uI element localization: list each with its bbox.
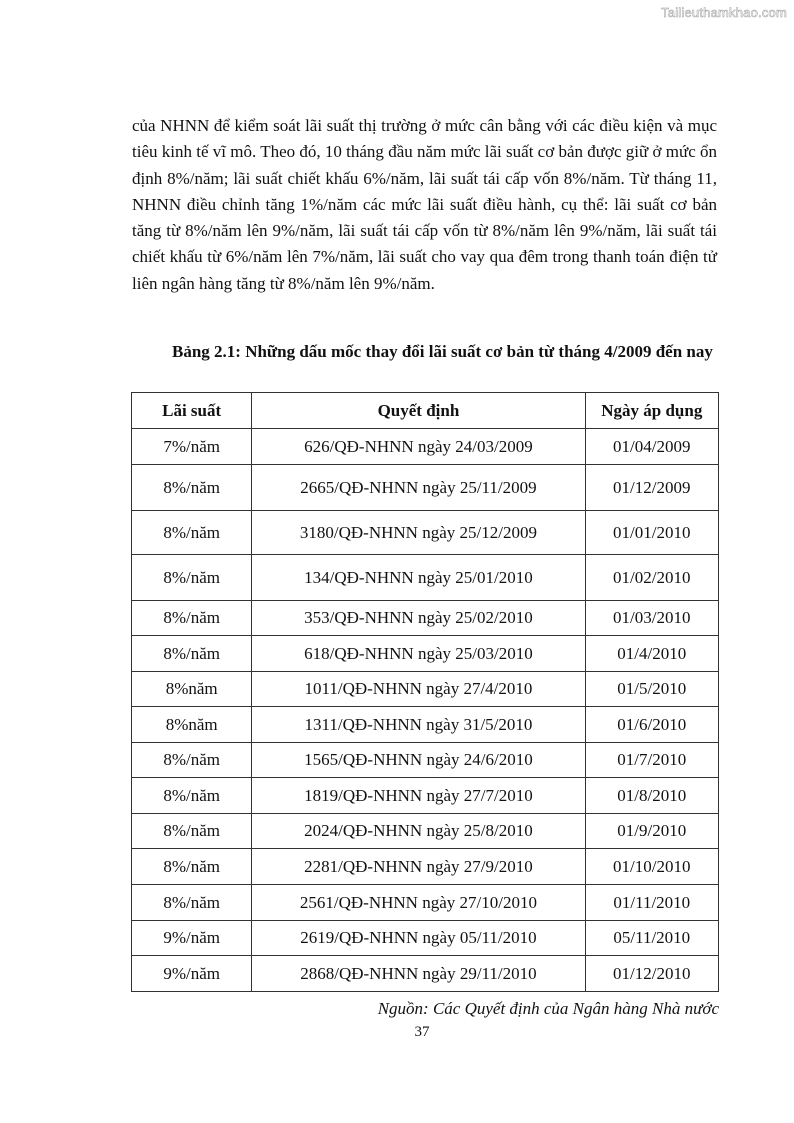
- cell-decision: 2281/QĐ-NHNN ngày 27/9/2010: [252, 849, 585, 885]
- table-row: [132, 885, 719, 921]
- table-row: [132, 601, 719, 636]
- table-caption: Bảng 2.1: Những dấu mốc thay đổi lãi suất cơ bản từ tháng 4/2009 đến nay: [172, 342, 713, 361]
- cell-rate: 8%/năm: [132, 601, 252, 636]
- cell-date: 01/10/2010: [585, 849, 718, 885]
- cell-date: 01/04/2009: [585, 429, 718, 465]
- header-decision: Quyết định: [252, 393, 585, 429]
- body-paragraph: của NHNN để kiểm soát lãi suất thị trường ở mức cân bằng với các điều kiện và mục tiêu kinh tế vĩ mô. Theo đó, 10 tháng đầu năm mức lãi suất cơ bản được giữ ở mức ổn định 8%/năm; lãi suất chiết khấu 6%/năm, lãi suất tái cấp vốn 8%/năm. Từ tháng 11, NHNN điều chỉnh tăng 1%/năm các mức lãi suất điều hành, cụ thể: lãi suất cơ bản tăng từ 8%/năm lên 9%/năm, lãi suất tái cấp vốn từ 8%/năm lên 9%/năm, lãi suất tái chiết khấu từ 6%/năm lên 7%/năm, lãi suất cho vay qua đêm trong thanh toán điện tử liên ngân hàng tăng từ 8%/năm lên 9%/năm.: [132, 116, 717, 293]
- table-row: [132, 511, 719, 555]
- cell-rate: 9%/năm: [132, 921, 252, 956]
- cell-rate: 8%/năm: [132, 849, 252, 885]
- cell-decision: 1311/QĐ-NHNN ngày 31/5/2010: [252, 707, 585, 743]
- cell-date: 01/5/2010: [585, 672, 718, 707]
- cell-rate: 8%/năm: [132, 555, 252, 601]
- cell-date: 01/6/2010: [585, 707, 718, 743]
- cell-date: 01/7/2010: [585, 743, 718, 778]
- cell-date: 01/01/2010: [585, 511, 718, 555]
- cell-date: 01/12/2009: [585, 465, 718, 511]
- table-row: [132, 814, 719, 849]
- table-row: [132, 956, 719, 992]
- cell-rate: 8%/năm: [132, 511, 252, 555]
- table-row: [132, 636, 719, 672]
- cell-decision: 134/QĐ-NHNN ngày 25/01/2010: [252, 555, 585, 601]
- cell-rate: 8%/năm: [132, 743, 252, 778]
- cell-rate: 8%/năm: [132, 465, 252, 511]
- cell-date: 01/9/2010: [585, 814, 718, 849]
- cell-decision: 2561/QĐ-NHNN ngày 27/10/2010: [252, 885, 585, 921]
- cell-rate: 7%/năm: [132, 429, 252, 465]
- cell-decision: 353/QĐ-NHNN ngày 25/02/2010: [252, 601, 585, 636]
- table-row: [132, 429, 719, 465]
- header-effective-date: Ngày áp dụng: [585, 393, 718, 429]
- table-row: [132, 921, 719, 956]
- cell-decision: 2619/QĐ-NHNN ngày 05/11/2010: [252, 921, 585, 956]
- cell-rate: 8%/năm: [132, 814, 252, 849]
- cell-date: 01/12/2010: [585, 956, 718, 992]
- cell-rate: 8%/năm: [132, 636, 252, 672]
- cell-date: 05/11/2010: [585, 921, 718, 956]
- cell-decision: 3180/QĐ-NHNN ngày 25/12/2009: [252, 511, 585, 555]
- cell-decision: 1011/QĐ-NHNN ngày 27/4/2010: [252, 672, 585, 707]
- cell-rate: 9%/năm: [132, 956, 252, 992]
- cell-decision: 1819/QĐ-NHNN ngày 27/7/2010: [252, 778, 585, 814]
- table-row: [132, 465, 719, 511]
- cell-rate: 8%/năm: [132, 885, 252, 921]
- table-row: [132, 555, 719, 601]
- cell-date: 01/8/2010: [585, 778, 718, 814]
- table-row: [132, 849, 719, 885]
- cell-date: 01/02/2010: [585, 555, 718, 601]
- interest-rate-table: [131, 392, 719, 992]
- table-row: [132, 707, 719, 743]
- watermark: Tailieuthamkhao.com: [661, 5, 787, 20]
- table-row: [132, 778, 719, 814]
- cell-decision: 2024/QĐ-NHNN ngày 25/8/2010: [252, 814, 585, 849]
- table-header-row: [132, 393, 719, 429]
- cell-date: 01/03/2010: [585, 601, 718, 636]
- cell-rate: 8%năm: [132, 672, 252, 707]
- cell-decision: 1565/QĐ-NHNN ngày 24/6/2010: [252, 743, 585, 778]
- cell-decision: 618/QĐ-NHNN ngày 25/03/2010: [252, 636, 585, 672]
- cell-decision: 2868/QĐ-NHNN ngày 29/11/2010: [252, 956, 585, 992]
- cell-date: 01/4/2010: [585, 636, 718, 672]
- page-number: 37: [414, 1024, 430, 1040]
- table-row: [132, 672, 719, 707]
- table-row: [132, 743, 719, 778]
- cell-rate: 8%năm: [132, 707, 252, 743]
- header-interest-rate: Lãi suất: [132, 393, 252, 429]
- source-note: Nguồn: Các Quyết định của Ngân hàng Nhà nước: [377, 999, 719, 1018]
- cell-decision: 626/QĐ-NHNN ngày 24/03/2009: [252, 429, 585, 465]
- cell-rate: 8%/năm: [132, 778, 252, 814]
- cell-date: 01/11/2010: [585, 885, 718, 921]
- cell-decision: 2665/QĐ-NHNN ngày 25/11/2009: [252, 465, 585, 511]
